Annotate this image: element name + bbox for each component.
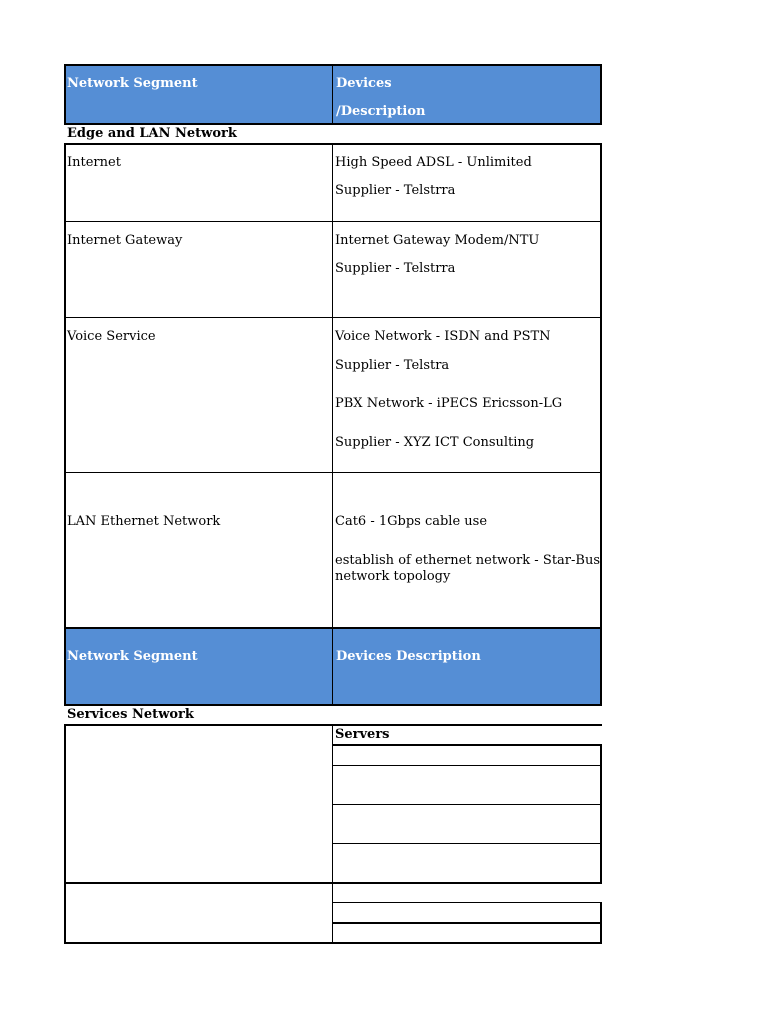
row-lan-segment: LAN Ethernet Network — [67, 514, 221, 529]
header-segment-label: Network Segment — [67, 76, 198, 91]
row-lan-line2: establish of ethernet network - Star-Bus network topology — [335, 553, 600, 584]
row-gateway-line1: Internet Gateway Modem/NTU — [335, 233, 540, 248]
row-voice-line4: Supplier - XYZ ICT Consulting — [335, 435, 535, 450]
row-internet-line1: High Speed ADSL - Unlimited — [335, 155, 532, 170]
row-lan-line1: Cat6 - 1Gbps cable use — [335, 514, 488, 529]
row-internet-segment: Internet — [67, 155, 121, 170]
row-gateway-segment: Internet Gateway — [67, 233, 183, 248]
table-header-devices-2 — [333, 628, 602, 705]
header2-segment-label: Network Segment — [67, 649, 198, 664]
header2-devices-label: Devices Description — [336, 649, 481, 664]
row-voice-segment: Voice Service — [67, 329, 156, 344]
row-voice-line2: Supplier - Telstra — [335, 358, 450, 373]
row-voice-line3: PBX Network - iPECS Ericsson-LG — [335, 396, 563, 411]
servers-label: Servers — [335, 727, 390, 742]
row-gateway-line2: Supplier - Telstrra — [335, 261, 456, 276]
table-header-segment-2 — [64, 628, 333, 705]
section-title-services: Services Network — [67, 707, 194, 722]
table-header-segment — [64, 65, 333, 124]
table-header-devices — [333, 65, 602, 124]
row-voice-line1: Voice Network - ISDN and PSTN — [335, 329, 551, 344]
row-internet-line2: Supplier - Telstrra — [335, 183, 456, 198]
section-title-edge-lan: Edge and LAN Network — [67, 126, 237, 141]
header-description-label: /Description — [336, 104, 426, 119]
header-devices-label: Devices — [336, 76, 392, 91]
